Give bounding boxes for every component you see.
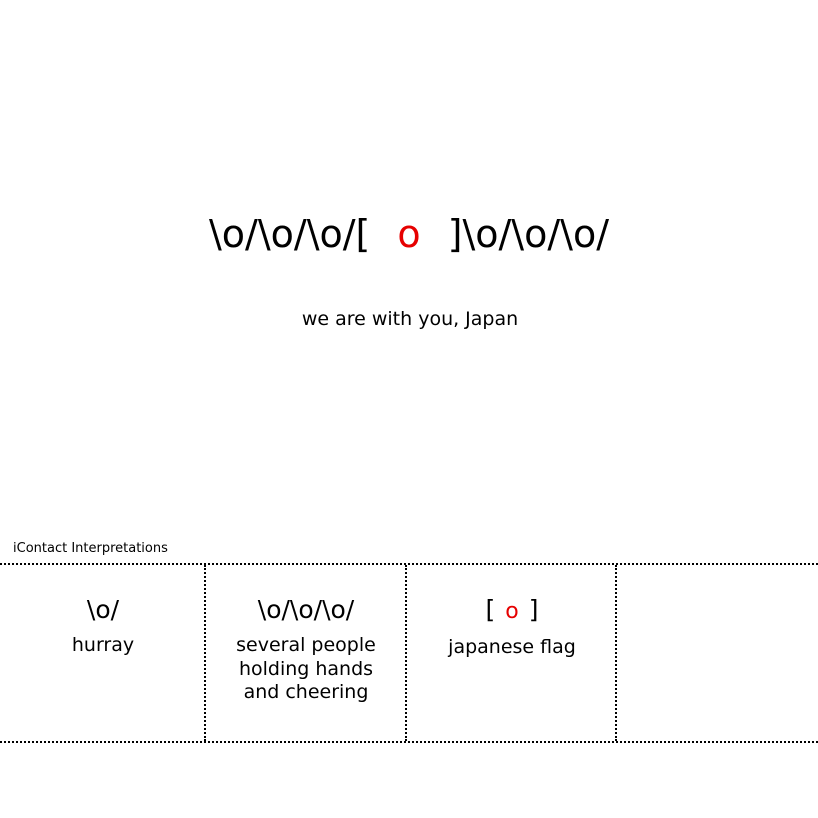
interpretation-symbol: \o/\o/\o/: [257, 595, 355, 624]
tagline: we are with you, Japan: [301, 308, 519, 330]
interpretation-cell-flag: [407, 565, 617, 741]
section-title: iContact Interpretations: [13, 541, 168, 556]
cheering-people-left: \o/\o/\o/[: [208, 212, 371, 256]
interpretation-symbol: [407, 594, 617, 628]
bracket-close: ]: [528, 595, 539, 624]
bottom-dotted-divider: [0, 741, 818, 743]
interpretation-meaning: hurray: [71, 634, 135, 656]
interpretation-meaning: several people holding hands and cheering: [236, 634, 376, 703]
cheering-people-right: ]\o/\o/\o/: [447, 212, 610, 256]
flag-circle: o: [505, 599, 519, 624]
japan-flag-circle: o: [397, 212, 421, 256]
interpretation-symbol: \o/: [86, 595, 120, 624]
interpretation-cell-people: [222, 565, 390, 741]
emoticon-banner: [0, 208, 818, 260]
interpretation-meaning: japanese flag: [448, 636, 576, 658]
bracket-open: [: [485, 595, 496, 624]
interpretation-cell-hurray: [0, 565, 206, 741]
